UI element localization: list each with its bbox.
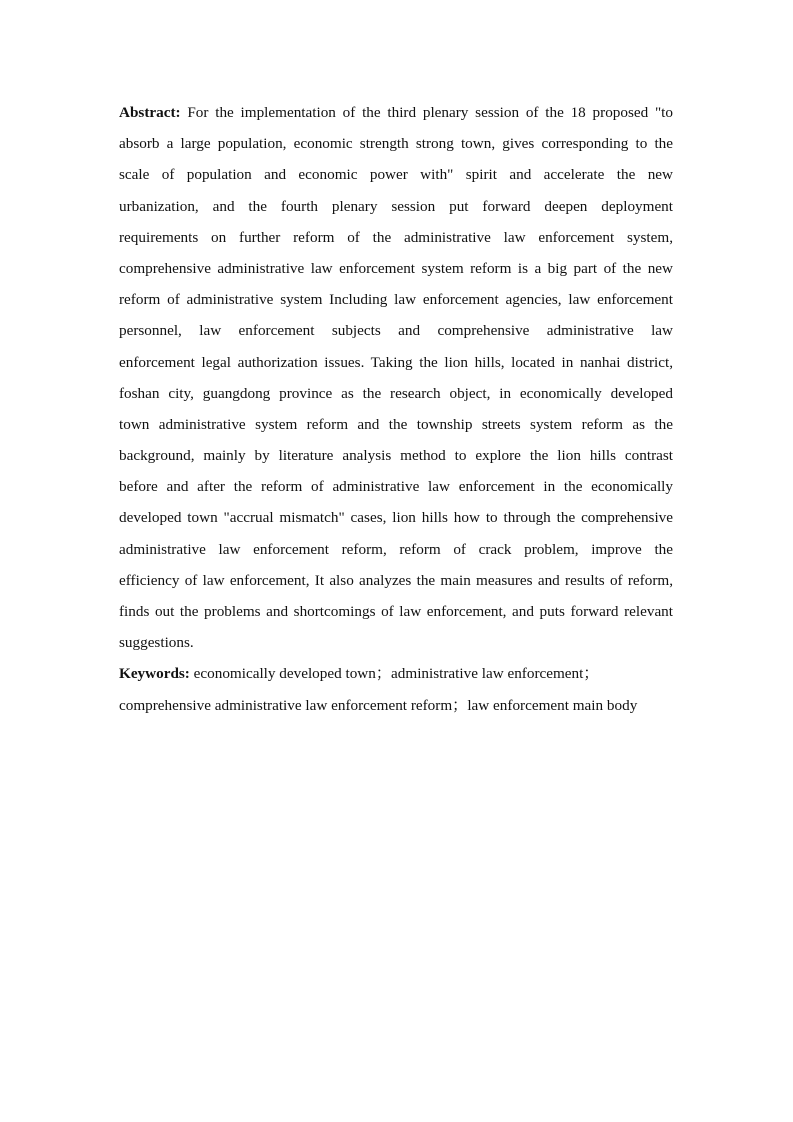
abstract-section — [119, 97, 673, 658]
keywords-line — [119, 658, 673, 689]
abstract-line — [119, 97, 673, 128]
abstract-line: urbanization, and the fourth plenary session put forward deepen deployment — [119, 197, 673, 215]
abstract-line: before and after the reform of administrative law enforcement in the economically — [119, 478, 673, 496]
abstract-line: background, mainly by literature analysis method to explore the lion hills contrast — [119, 447, 673, 465]
abstract-label: Abstract: — [119, 104, 181, 121]
abstract-line: comprehensive administrative law enforcement system reform is a big part of the new — [119, 259, 673, 277]
abstract-line: efficiency of law enforcement, It also analyzes the main measures and results of reform, — [119, 571, 673, 589]
abstract-line: administrative law enforcement reform, reform of crack problem, improve the — [119, 540, 673, 558]
abstract-line: requirements on further reform of the administrative law enforcement system, — [119, 228, 673, 246]
abstract-line: foshan city, guangdong province as the research object, in economically developed — [119, 384, 673, 402]
abstract-line: enforcement legal authorization issues. Taking the lion hills, located in nanhai district, — [119, 353, 673, 371]
abstract-line: scale of population and economic power with" spirit and accelerate the new — [119, 166, 673, 184]
keywords-section — [119, 658, 673, 720]
keywords-line: comprehensive administrative law enforcement reform；law enforcement main body — [119, 696, 638, 714]
abstract-line: reform of administrative system Including law enforcement agencies, law enforcement — [119, 291, 673, 309]
abstract-line: suggestions. — [119, 634, 194, 652]
abstract-line: personnel, law enforcement subjects and comprehensive administrative law — [119, 322, 673, 340]
keywords-label: Keywords: — [119, 665, 190, 683]
abstract-line: town administrative system reform and the township streets system reform as the — [119, 415, 673, 433]
document-page — [119, 97, 673, 721]
abstract-line: finds out the problems and shortcomings of law enforcement, and puts forward relevant — [119, 603, 673, 620]
abstract-line: absorb a large population, economic strength strong town, gives corresponding to the — [119, 135, 673, 153]
keywords-text: economically developed town；administrative law enforcement； — [193, 665, 599, 683]
abstract-text: For the implementation of the third plenary session of the 18 proposed "to — [187, 104, 674, 121]
abstract-line: developed town "accrual mismatch" cases, lion hills how to through the comprehensive — [119, 509, 673, 527]
